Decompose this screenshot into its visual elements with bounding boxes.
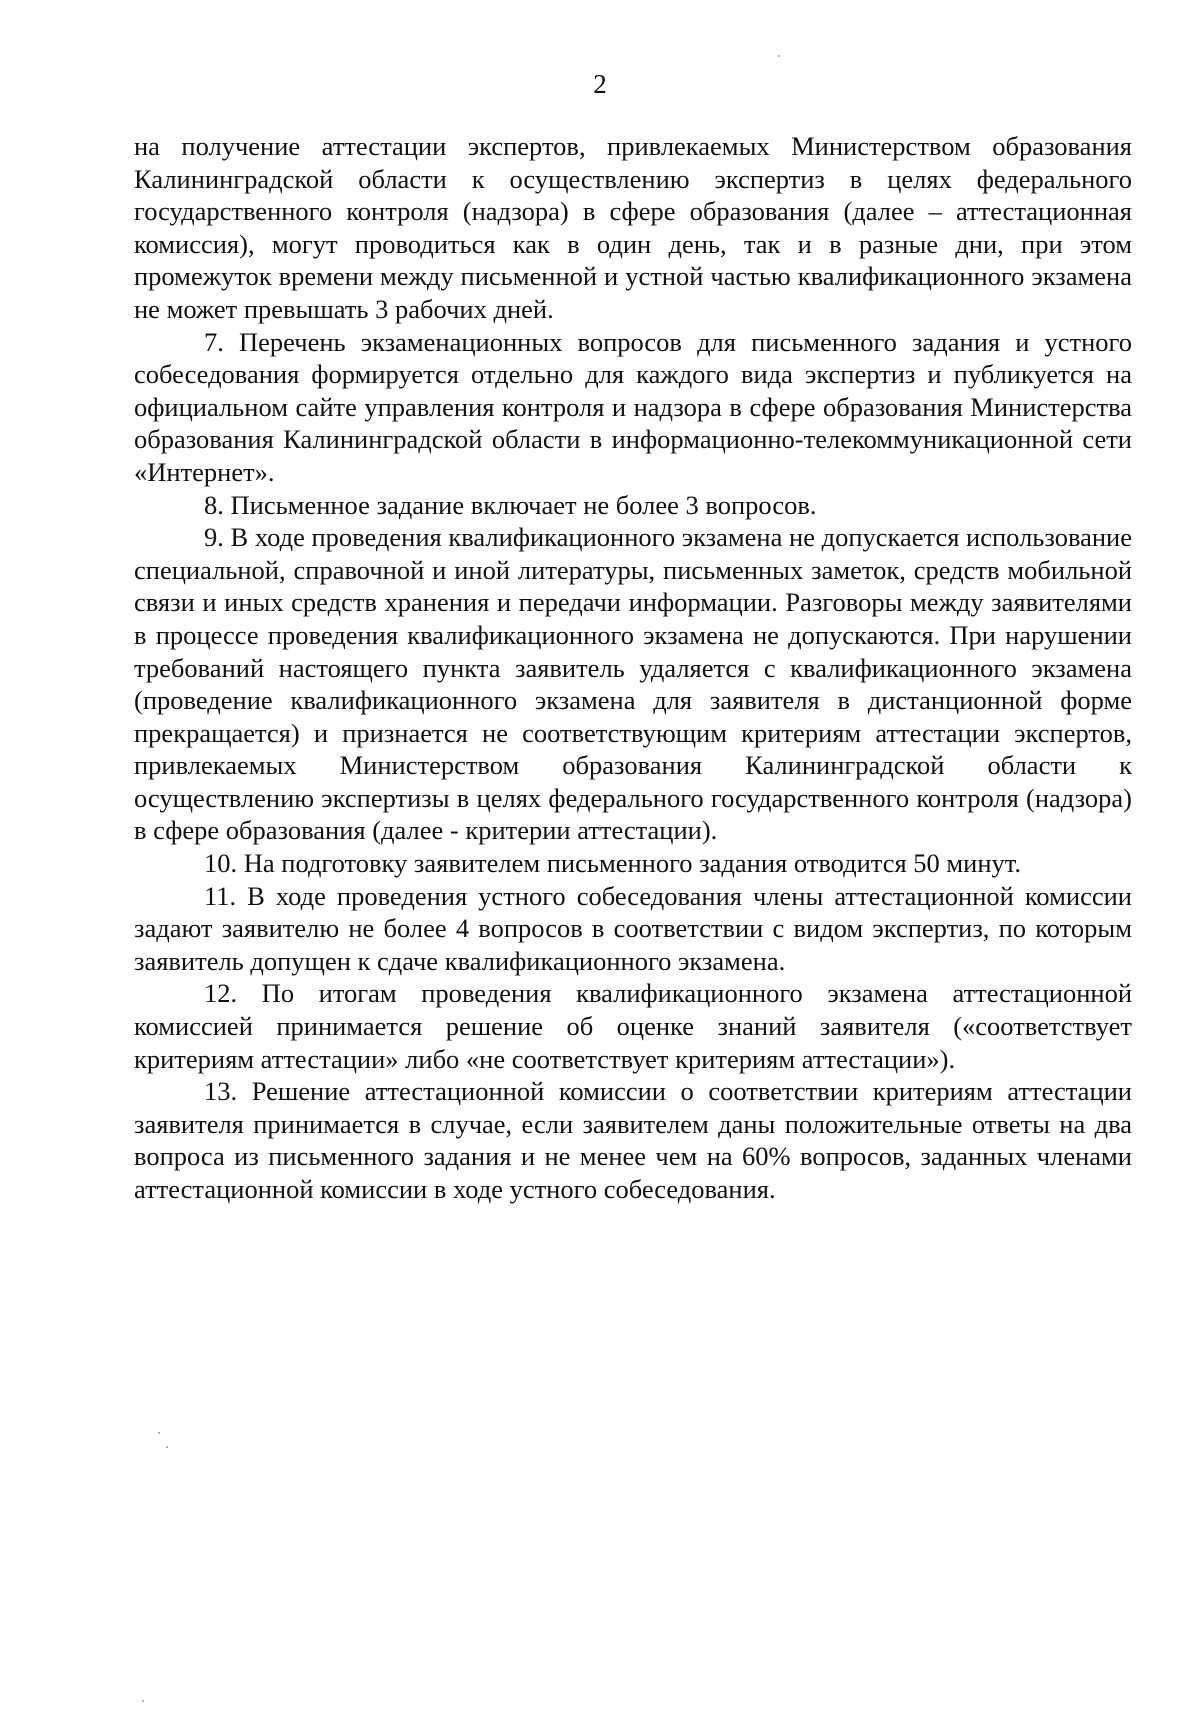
page-number: 2	[593, 69, 607, 99]
scan-speck	[158, 1432, 160, 1434]
document-body	[134, 130, 1132, 1206]
scan-speck	[778, 55, 780, 57]
scan-speck	[142, 1700, 144, 1702]
paragraph-11: 11. В ходе проведения устного собеседования члены аттестационной комиссии задают заявителю не более 4 вопросов в соответствии с видом экспертиз, по которым заявитель допущен к сдаче квалификационного экзамена.	[134, 880, 1132, 976]
paragraph-12: 12. По итогам проведения квалификационного экзамена аттестационной комиссией принимается решение об оценке знаний заявителя («соответствует критериям аттестации» либо «не соответствует критериям аттестации»).	[134, 978, 1132, 1074]
paragraph-13: 13. Решение аттестационной комиссии о соответствии критериям аттестации заявителя принимается в случае, если заявителем даны положительные ответы на два вопроса из письменного задания и не менее чем на 60% вопросов, заданных членами аттестационной комиссии в ходе устного собеседования.	[134, 1076, 1132, 1204]
paragraph-8: 8. Письменное задание включает не более 3 вопросов.	[204, 489, 817, 520]
scan-speck	[166, 1446, 168, 1448]
paragraph-9: 9. В ходе проведения квалификационного экзамена не допускается использование специальной, справочной и иной литературы, письменных заметок, средств мобильной связи и иных средств хранения и передачи информации. Разговоры между заявителями в процессе проведения квалификационного экзамена не допускаются. При нарушении требований настоящего пункта заявитель удаляется с квалификационного экзамена (проведение квалификационного экзамена для заявителя в дистанционной форме прекращается) и признается не соответствующим критериям аттестации экспертов, привлекаемых Министерством образования Калининградской области к осуществлению экспертизы в целях федерального государственного контроля (надзора) в сфере образования (далее - критерии аттестации).	[134, 522, 1132, 846]
paragraph-10: 10. На подготовку заявителем письменного задания отводится 50 минут.	[204, 848, 1021, 879]
paragraph-7: 7. Перечень экзаменационных вопросов для письменного задания и устного собеседования формируется отдельно для каждого вида экспертиз и публикуется на официальном сайте управления контроля и надзора в сфере образования Министерства образования Калининградской области в информационно-телекоммуникационной сети «Интернет».	[134, 326, 1132, 487]
paragraph-continuation: на получение аттестации экспертов, привлекаемых Министерством образования Калининградской области к осуществлению экспертиз в целях федерального государственного контроля (надзора) в сфере образования (далее – аттестационная комиссия), могут проводиться как в один день, так и в разные дни, при этом промежуток времени между письменной и устной частью квалификационного экзамена не может превышать 3 рабочих дней.	[134, 131, 1132, 324]
